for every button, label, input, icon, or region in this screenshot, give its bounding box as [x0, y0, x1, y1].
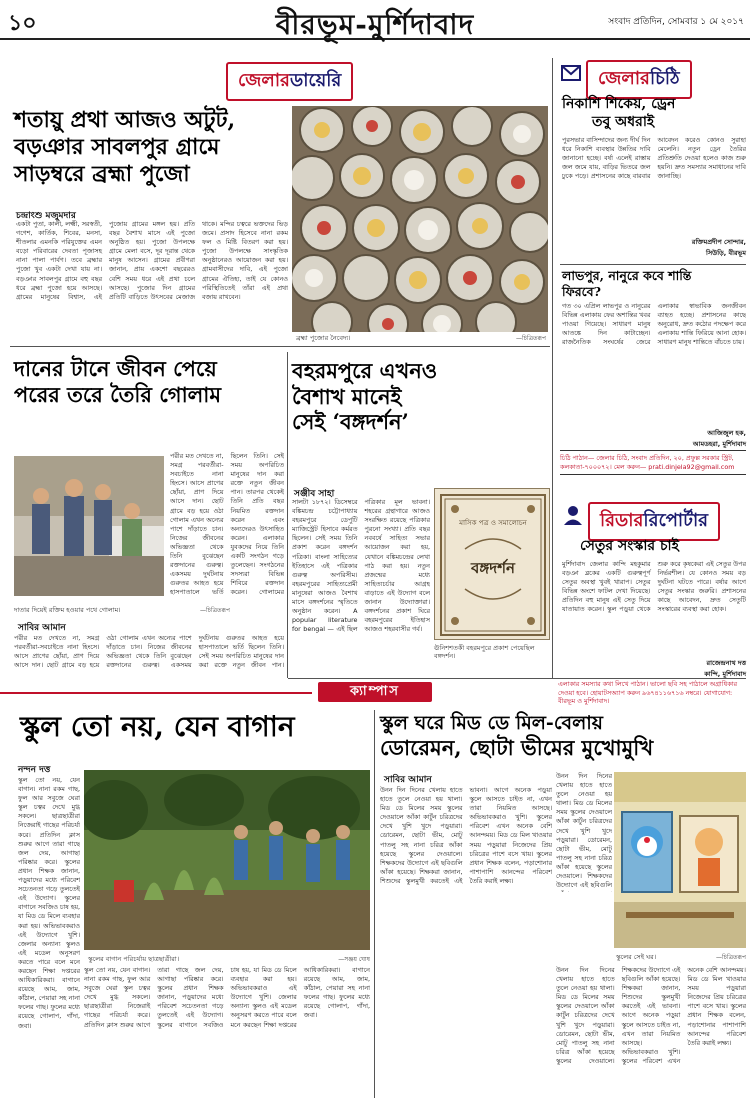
page-date: সংবাদ প্রতিদিন, সোমবার ১ মে ২০১৭: [608, 17, 744, 27]
reader-notice: এলাকার সমস্যার কথা লিখে পাঠান। ভালো ছবি সহ পাঠালে অগ্রাধিকার দেওয়া হবে। হোয়াটসঅ্যাপ করুন ৯৬৭৪১১৬৭১৬ নম্বরে। যোগাযোগ: বীরভূম ও মুর্শিদাবাদ।: [558, 680, 738, 706]
reader-reporter-tab: [588, 502, 720, 541]
letters-address: চিঠি পাঠান— জেলার চিঠি, সংবাদ প্রতিদিন, ২০, প্রফুল্ল সরকার স্ট্রিট, কলকাতা-৭০০০৭২। মেল করুন— prati.dinjela92@gmail.com: [560, 450, 746, 475]
letter2-title: [562, 268, 746, 299]
school-byline: নন্দন দত্ত: [18, 765, 51, 775]
offerings-photo-caption: ব্রহ্মা পুজোর নৈবেদ্য।: [296, 334, 351, 342]
bangadarshan-caption: ঊনিশশতকী বহরমপুরে প্রকাশ পেয়েছিল বঙ্গদর্শন।: [434, 644, 535, 661]
masthead: [0, 0, 750, 40]
campus-tab: ক্যাম্পাস: [318, 682, 432, 702]
school-body-bottom: স্কুল তো নয়, যেন বাগান। নানা রকম গাছ, ফুল আর সবুজে ঘেরা স্কুল চত্বর দেখে মুগ্ধ সকলে। ছাত্রছাত্রীরা নিজেরাই গাছের পরিচর্যা করে। প্রতিদিন ক্লাস শুরুর আগে তারা গাছে জল দেয়, আগাছা পরিষ্কার করে। স্কুলের প্রধান শিক্ষক জানান, পড়ুয়াদের মধ্যে পরিবেশ সচেতনতা গড়ে তুলতেই এই উদ্যোগ। স্কুলের বাগানে সবজিও চাষ হয়, যা মিড ডে মিলে ব্যবহার করা হয়। অভিভাবকরাও এই উদ্যোগে খুশি। জেলার অন্যান্য স্কুলও এই মডেল অনুসরণ করতে পারে বলে মনে করছেন শিক্ষা দপ্তরের আধিকারিকরা। বাগানে রয়েছে আম, জাম, কাঁঠাল, পেয়ারা সহ নানা ফলের গাছ। ফুলের মধ্যে রয়েছে গোলাপ, গাঁদা, জবা।: [84, 966, 370, 1029]
bangadarshan-body: সালটা ১৮৭২। ডিসেম্বরে বঙ্কিমচন্দ্র চট্টোপাধ্যায় বহরমপুরে ডেপুটি ম্যাজিস্ট্রেট হিসাবে কর্মরত ছিলেন। সেই সময় তিনি প্রকাশ করেন বঙ্গদর্শন পত্রিকা। বাংলা সাহিত্যের ইতিহাসে এই পত্রিকার গুরুত্ব অপরিসীম। বহরমপুরের সাহিত্যপ্রেমী মানুষেরা আজও বৈশাখ মাসে বঙ্গদর্শনের স্মৃতিতে অনুষ্ঠান করেন। A popular literature for bengal — এই ছিল পত্রিকার মূল ভাবনা। শহরের গ্রন্থাগারে আজও সংরক্ষিত রয়েছে পত্রিকার পুরনো সংখ্যা। প্রতি বছর নববর্ষে সাহিত্য সভার আয়োজন করা হয়, যেখানে বঙ্কিমচন্দ্রের লেখা পাঠ করা হয়। নতুন প্রজন্মের মধ্যে সাহিত্যচর্চার আগ্রহ বাড়াতে এই উদ্যোগ বলে জানান উদ্যোক্তারা। বঙ্গদর্শনের প্রকাশ ঘিরে বহরমপুরের ইতিহাস আজও শহরবাসীর গর্ব।: [292, 498, 430, 634]
diary-body: একটা পুতা, কালী, লক্ষ্মী, সরস্বতী, গণেশ, কার্তিক, শিবের, মনসা, শীতলার এমনকি পরিযুক্তের এমন বড়ো পরিবারের দেবতা পূজাসহ নানা পালা পার্বণ। তবে ব্রহ্মার পুজো খুব একটা দেখা যায় না। বড়ঞার সাবলপুর গ্রামে বহু বছর ধরে ব্রহ্মা পুজো হয়ে আসছে। গ্রামের মানুষের বিশ্বাস, এই পুজোয় গ্রামের মঙ্গল হয়। প্রতি বছর বৈশাখ মাসে এই পুজো অনুষ্ঠিত হয়। পুজো উপলক্ষে গ্রামে মেলা বসে, দূর দূরান্ত থেকে মানুষ আসেন। গ্রামের প্রবীণরা জানান, প্রায় একশো বছরেরও বেশি সময় ধরে এই প্রথা চলে আসছে। পুজোর দিন গ্রামের প্রতিটি বাড়িতে উৎসবের মেজাজ থাকে। মন্দির চত্বরে ভক্তদের ভিড় জমে। প্রসাদ হিসেবে নানা রকম ফল ও মিষ্টি বিতরণ করা হয়। পুজো উপলক্ষে সাংস্কৃতিক অনুষ্ঠানেরও আয়োজন করা হয়। গ্রামবাসীদের দাবি, এই পুজো গ্রামের ঐতিহ্য, তাই যে কোনও পরিস্থিতিতেই তাঁরা এই প্রথা বজায় রাখবেন।: [16, 220, 288, 301]
divider: [287, 352, 288, 678]
cartoon-room-photo: [614, 772, 746, 948]
divider: [288, 678, 746, 679]
golam-headline: [14, 356, 284, 407]
golam-byline: সাবির আমান: [18, 623, 66, 633]
divider: [374, 710, 375, 1098]
letter1-title-line1: নিকাশি শিকেয়, ড্রেন: [562, 96, 676, 112]
letter2-body: গত ৩০ এপ্রিল লাভপুর ও নানুরের বিভিন্ন এলাকায় ফের অশান্তির খবর পাওয়া গিয়েছে। সাধারণ মানুষ আতঙ্কে দিন কাটাচ্ছেন। রাজনৈতিক সংঘর্ষের জেরে এলাকার স্বাভাবিক জনজীবন ব্যাহত হচ্ছে। প্রশাসনের কাছে অনুরোধ, দ্রুত কঠোর পদক্ষেপ করে এলাকায় শান্তি ফিরিয়ে আনা হোক। সাধারণ মানুষ শান্তিতে বাঁচতে চায়।: [562, 302, 746, 347]
reader-title: সেতুর সংস্কার চাই: [580, 538, 679, 554]
bangadarshan-headline-line2: বৈশাখ মানেই: [292, 383, 402, 409]
golam-body-bottom: পরীর মত দেখতে না, সমগ্র পরবর্তীরা-সবচাইতে নানা হিংসে। আসে প্রাণের ছোঁয়া, প্রাণ দিয়ে আসে দান। ছোট গ্রামে বড় হয়ে ওঠা গোলাম এখন অন্যের পাশে দাঁড়াতে চান। নিজের জীবনের অভিজ্ঞতা থেকে তিনি বুঝেছেন রক্তদানের গুরুত্ব। একসময় দুর্ঘটনায় গুরুতর আহত হয়ে হাসপাতালে ভর্তি ছিলেন তিনি। সেই সময় অপরিচিত মানুষের দান করা রক্তে নতুন জীবন পান।: [14, 634, 284, 670]
midday-body-left: উনন দিন দিনের খেলায় হাতে হাতে তুলে নেওয়া হয় থালা। মিড ডে মিলের সময় স্কুলের দেওয়ালে আঁকা কার্টুন চরিত্রদের দেখে খুশি খুদে পড়ুয়ারা। ডোরেমন, ছোটা ভীম, মোটু পাতলু সহ নানা চরিত্র আঁকা হয়েছে স্কুলের দেওয়ালে। শিক্ষকদের উদ্যোগে এই ছবিগুলি আঁকা হয়েছে। শিক্ষকরা জানান, শিশুদের স্কুলমুখী করতেই এই ভাবনা। আগে অনেক পড়ুয়া স্কুলে আসতে চাইত না, এখন তারা নিয়মিত আসছে। অভিভাবকরাও খুশি। স্কুলের পরিবেশ এখন অনেক বেশি আনন্দময়। মিড ডে মিল খাওয়ার সময় পড়ুয়ারা নিজেদের প্রিয় চরিত্রের পাশে বসে খায়। স্কুলের প্রধান শিক্ষক বলেন, পড়াশোনার পাশাপাশি আনন্দের পরিবেশ তৈরি করাই লক্ষ্য।: [380, 786, 552, 885]
midday-headline-line1: স্কুল ঘরে মিড ডে মিল-বেলায়: [380, 712, 603, 734]
reader-tab-part1: রিডার: [600, 510, 644, 531]
letter1-title-line2: তবু অধরাই: [592, 113, 655, 130]
section-title: বীরভূম-মুর্শিদাবাদ: [275, 8, 475, 41]
diary-headline-line3: সাড়ম্বরে ব্রহ্মা পুজো: [14, 160, 190, 187]
school-garden-photo: [84, 770, 370, 950]
school-photo-caption: স্কুলের বাগান পরিচর্যায় ছাত্রছাত্রীরা।: [88, 955, 180, 963]
midday-photo-credit: —চিত্রিতরূপ: [715, 954, 746, 961]
offerings-photo-credit: —চিত্রিতরূপ: [515, 335, 546, 342]
bangadarshan-byline: সঞ্জীব সাহা: [294, 489, 335, 499]
offerings-photo: [292, 106, 548, 332]
letter1-body: পুরসভার বাসিন্দাদের জন্য দীর্ঘ দিন ধরে নিকাশি ব্যবস্থার উন্নতির দাবি জানানো হচ্ছে। বর্ষা এলেই রাস্তায় জল জমে যায়, বাড়ির ভিতরে জল ঢুকে পড়ে। প্রশাসনের কাছে বারবার আবেদন করেও কোনও সুরাহা মেলেনি। নতুন ড্রেন তৈরির প্রতিশ্রুতি দেওয়া হলেও কাজ শুরু হয়নি। দ্রুত সমস্যার সমাধানের দাবি জানাচ্ছি।: [562, 136, 746, 181]
letter1-title: [562, 96, 746, 131]
midday-body-side: উনন দিন দিনের খেলায় হাতে হাতে তুলে নেওয়া হয় থালা। মিড ডে মিলের সময় স্কুলের দেওয়ালে আঁকা কার্টুন চরিত্রদের দেখে খুশি খুদে পড়ুয়ারা। ডোরেমন, ছোটা ভীম, মোটু পাতলু সহ নানা চরিত্র আঁকা হয়েছে স্কুলের দেওয়ালে। শিক্ষকদের উদ্যোগে এই ছবিগুলি: [556, 772, 612, 890]
page-number: ১০: [8, 10, 37, 36]
divider: [10, 346, 550, 347]
cartoon-room-graphic: [614, 772, 746, 948]
school-headline: স্কুল তো নয়, যেন বাগান: [20, 710, 295, 743]
letter-icon: [560, 62, 582, 84]
golam-headline-line2: পরের তরে তৈরি গোলাম: [14, 381, 222, 407]
cover-title: বঙ্গদর্শন: [470, 559, 515, 577]
bangadarshan-cover: [434, 488, 550, 640]
diary-byline: চন্দ্রাংশু মজুমদার: [16, 211, 76, 221]
diary-tab-part1: জেলার: [238, 70, 290, 91]
midday-headline-line2: ডোরেমন, ছোটা ভীমের মুখোমুখি: [380, 735, 654, 761]
divider: [560, 264, 746, 265]
midday-byline: সাবির আমান: [384, 775, 432, 785]
bangadarshan-headline-line1: বহরমপুরে এখনও: [292, 358, 438, 383]
diary-headline-line1: শতায়ু প্রথা আজও অটুট,: [14, 107, 236, 133]
diary-headline-line2: বড়ঞার সাবলপুর গ্রামে: [14, 133, 220, 160]
letters-tab-part2: চিঠি: [649, 68, 680, 89]
reader-tab-part2: রিপোর্টার: [643, 510, 709, 531]
diary-headline: [14, 107, 294, 187]
school-body-left: স্কুল তো নয়, যেন বাগান। নানা রকম গাছ, ফুল আর সবুজে ঘেরা স্কুল চত্বর দেখে মুগ্ধ সকলে। ছাত্রছাত্রীরা নিজেরাই গাছের পরিচর্যা করে। প্রতিদিন ক্লাস শুরুর আগে তারা গাছে জল দেয়, আগাছা পরিষ্কার করে। স্কুলের প্রধান শিক্ষক জানান, পড়ুয়াদের মধ্যে পরিবেশ সচেতনতা গড়ে তুলতেই এই উদ্যোগ। স্কুলের বাগানে সবজিও চাষ হয়, যা মিড ডে মিলে ব্যবহার করা হয়। অভিভাবকরাও এই উদ্যোগে খুশি। জেলার অন্যান্য স্কুলও এই মডেল অনুসরণ করতে পারে বলে মনে করছেন শিক্ষা দপ্তরের আধিকারিকরা। বাগানে রয়েছে আম, জাম, কাঁঠাল, পেয়ারা সহ নানা ফলের গাছ। ফুলের মধ্যে রয়েছে গোলাপ, গাঁদা, জবা।: [18, 776, 80, 1030]
cover-subtitle: মাসিক পত্র ও সমালোচন: [459, 519, 527, 527]
campus-bar: [0, 682, 750, 704]
offerings-photo-graphic: [292, 106, 548, 332]
diary-tab-part2: ডায়েরি: [289, 70, 342, 91]
diary-tab: [226, 62, 353, 101]
letter2-signature: আজিজুল হক, আমডহরা, মুর্শিদাবাদ: [692, 429, 746, 448]
letters-tab-part1: জেলার: [598, 68, 650, 89]
golam-photo-credit: —চিত্রিতরূপ: [199, 607, 230, 614]
reader-body: মুর্শিদাবাদ জেলার কান্দি মহকুমার বড়ঞা ব্লকের একটি গুরুত্বপূর্ণ সেতুর অবস্থা খুবই খারাপ। সেতুর বিভিন্ন অংশে ফাটল দেখা দিয়েছে। প্রতিদিন বহু মানুষ এই সেতু দিয়ে যাতায়াত করেন। স্কুল পড়ুয়া থেকে শুরু করে কৃষকেরা এই সেতুর উপর নির্ভরশীল। যে কোনও সময় বড় দুর্ঘটনা ঘটতে পারে। বর্ষার আগে সেতুর সংস্কার জরুরি। প্রশাসনের কাছে আবেদন, দ্রুত সেতুটি সংস্কারের ব্যবস্থা করা হোক।: [562, 560, 746, 614]
midday-headline: [380, 712, 746, 761]
school-photo-credit: —সঞ্জয় ঘোষ: [338, 956, 370, 963]
bangadarshan-headline-line3: সেই ‘বঙ্গদর্শন’: [292, 409, 409, 435]
letter2-title-line2: ফিরবে?: [562, 283, 601, 299]
golam-photo: [14, 456, 164, 596]
golam-body-side: পরীর মত দেখতে না, সমগ্র পরবর্তীরা-সবচাইতে নানা হিংসে। আসে প্রাণের ছোঁয়া, প্রাণ দিয়ে আসে দান। ছোট গ্রামে বড় হয়ে ওঠা গোলাম এখন অন্যের পাশে দাঁড়াতে চান। নিজের জীবনের অভিজ্ঞতা থেকে তিনি বুঝেছেন রক্তদানের গুরুত্ব। একসময় দুর্ঘটনায় গুরুতর আহত হয়ে হাসপাতালে ভর্তি ছিলেন তিনি। সেই সময় অপরিচিত মানুষের দান করা রক্তে নতুন জীবন পান। তারপর থেকেই তিনি প্রতি বছর নিয়মিত রক্তদান করেন এবং অন্যদেরও উৎসাহিত করেন। এলাকার যুবকদের নিয়ে তিনি একটি সংগঠন গড়ে তুলেছেন। সংগঠনের সদস্যরা বিভিন্ন শিবিরে রক্তদান করেন। গোলামের: [170, 452, 284, 597]
divider: [552, 58, 553, 678]
bangadarshan-headline: [292, 358, 550, 435]
reader-signature: রাজেন্দ্রনাথ দত্ত কান্দি, মুর্শিদাবাদ: [704, 659, 746, 678]
midday-body-bottom: উনন দিন দিনের খেলায় হাতে হাতে তুলে নেওয়া হয় থালা। মিড ডে মিলের সময় স্কুলের দেওয়ালে আঁকা কার্টুন চরিত্রদের দেখে খুশি খুদে পড়ুয়ারা। ডোরেমন, ছোটা ভীম, মোটু পাতলু সহ নানা চরিত্র আঁকা হয়েছে স্কুলের দেওয়ালে। শিক্ষকদের উদ্যোগে এই ছবিগুলি আঁকা হয়েছে। শিক্ষকরা জানান, শিশুদের স্কুলমুখী করতেই এই ভাবনা। আগে অনেক পড়ুয়া স্কুলে আসতে চাইত না, এখন তারা নিয়মিত আসছে। অভিভাবকরাও খুশি। স্কুলের পরিবেশ এখন অনেক বেশি আনন্দময়। মিড ডে মিল খাওয়ার সময় পড়ুয়ারা নিজেদের প্রিয় চরিত্রের পাশে বসে খায়। স্কুলের প্রধান শিক্ষক বলেন, পড়াশোনার পাশাপাশি আনন্দের পরিবেশ তৈরি করাই লক্ষ্য।: [556, 966, 746, 1065]
school-garden-graphic: [84, 770, 370, 950]
letter2-title-line1: লাভপুর, নানুরে কবে শান্তি: [562, 268, 692, 283]
golam-headline-line1: দানের টানে জীবন পেয়ে: [14, 356, 217, 381]
golam-photo-caption: দাতার দিয়েই রক্তিম হওয়ার পথে গোলাম।: [14, 606, 121, 614]
reporter-icon: [562, 504, 584, 526]
midday-photo-caption: স্কুলের সেই ঘর।: [616, 953, 657, 961]
golam-photo-graphic: [14, 456, 164, 596]
letter1-signature: রক্তিমপ্রদীপ সোন্দার, সিউড়ি, বীরভূম: [691, 238, 746, 257]
letters-tab: [586, 60, 692, 99]
